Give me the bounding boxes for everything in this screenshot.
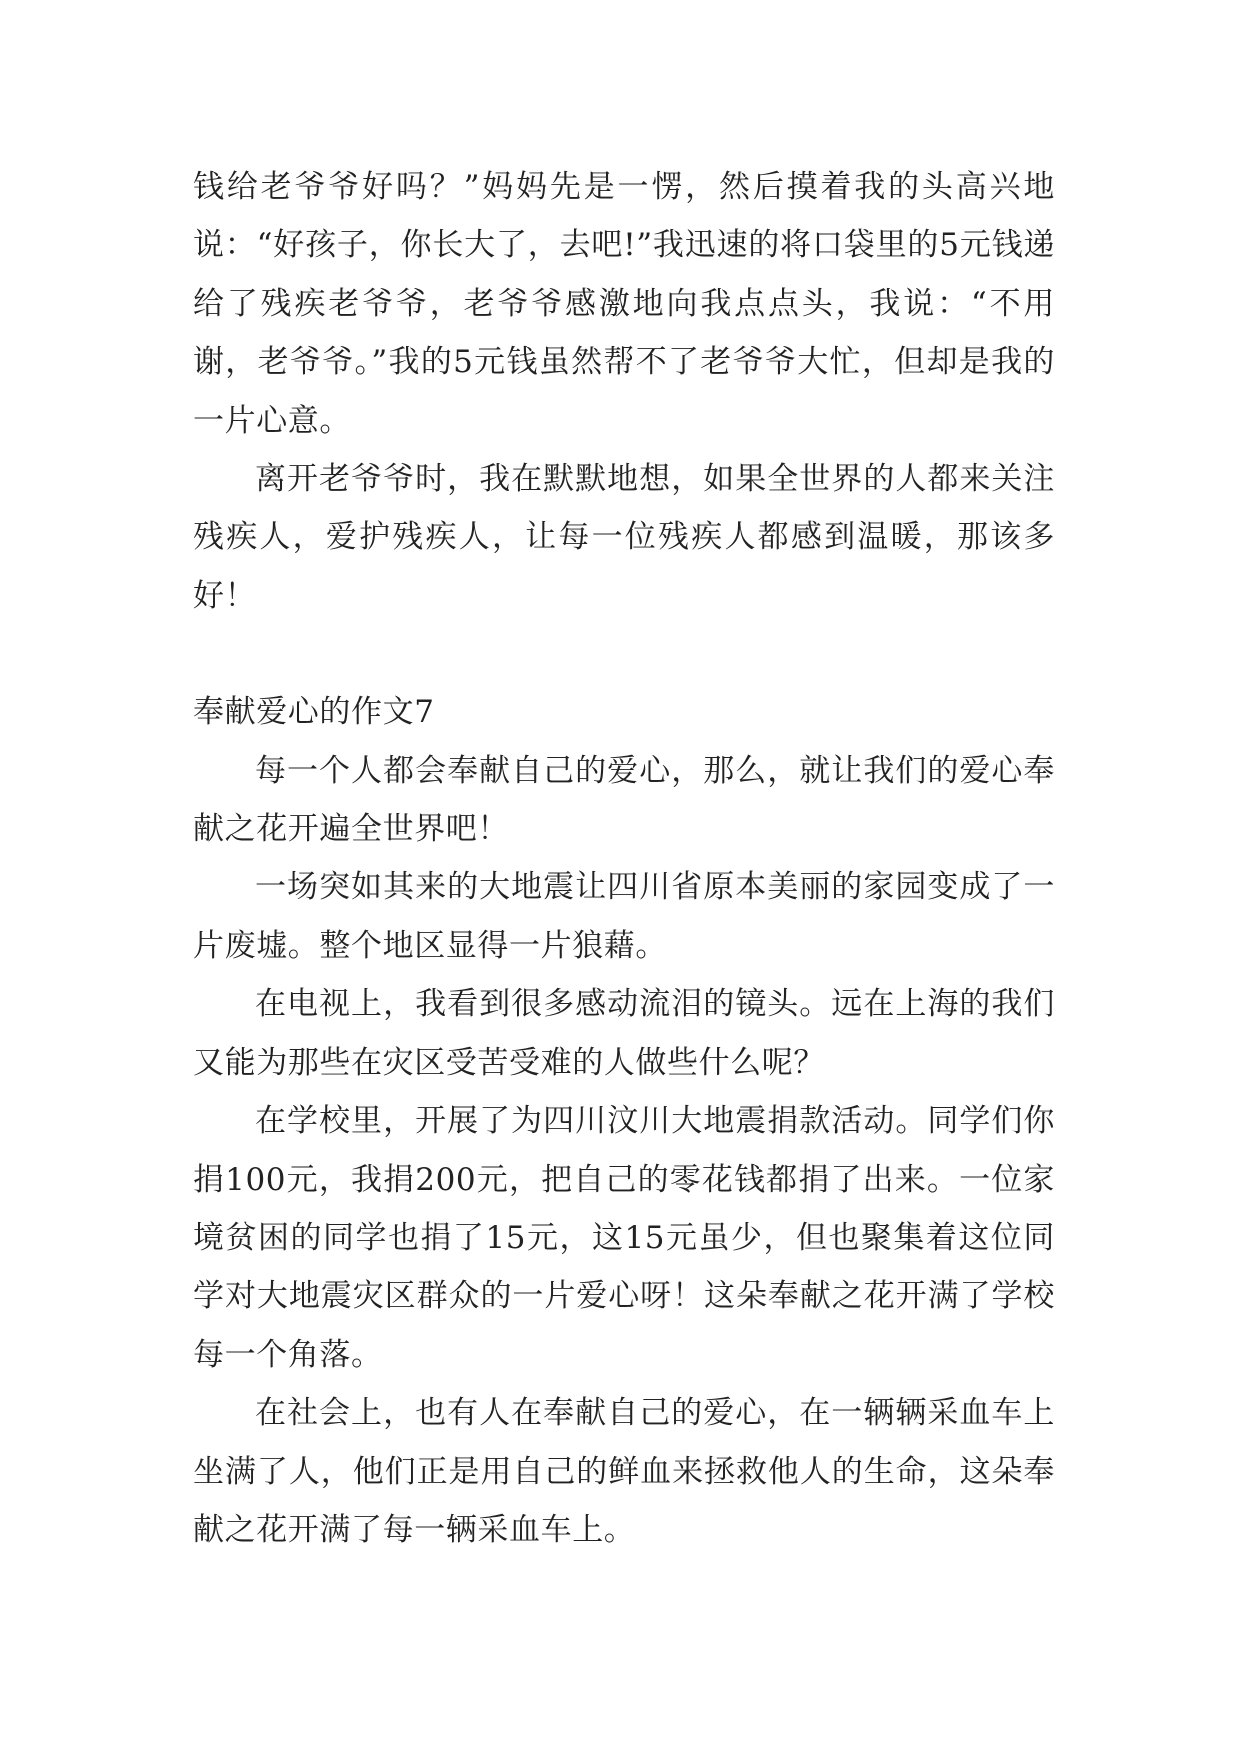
paragraph: 在学校里，开展了为四川汶川大地震捐款活动。同学们你捐100元，我捐200元，把自己的零花钱都捐了出来。一位家境贫困的同学也捐了15元，这15元虽少，但也聚集着这位同学对大地震灾区群众的一片爱心呀！这朵奉献之花开满了学校每一个角落。 [193, 1103, 1055, 1373]
paragraph-continuation: 钱给老爷爷好吗？”妈妈先是一愣，然后摸着我的头高兴地说：“好孩子，你长大了，去吧!”我迅速的将口袋里的5元钱递给了残疾老爷爷，老爷爷感激地向我点点头，我说：“不用谢，老爷爷。”我的5元钱虽然帮不了老爷爷大忙，但却是我的一片心意。 [193, 169, 1055, 439]
paragraph: 每一个人都会奉献自己的爱心，那么，就让我们的爱心奉献之花开遍全世界吧！ [193, 752, 1055, 848]
paragraph: 一场突如其来的大地震让四川省原本美丽的家园变成了一片废墟。整个地区显得一片狼藉。 [193, 869, 1055, 964]
essay-title: 奉献爱心的作文7 [193, 694, 435, 731]
paragraph: 在社会上，也有人在奉献自己的爱心，在一辆辆采血车上坐满了人，他们正是用自己的鲜血来拯救他人的生命，这朵奉献之花开满了每一辆采血车上。 [193, 1395, 1055, 1548]
paragraph: 在电视上，我看到很多感动流泪的镜头。远在上海的我们又能为那些在灾区受苦受难的人做些什么呢？ [193, 986, 1055, 1081]
document-body [193, 158, 1055, 1559]
paragraph: 离开老爷爷时，我在默默地想，如果全世界的人都来关注残疾人，爱护残疾人，让每一位残疾人都感到温暖，那该多好！ [193, 461, 1055, 614]
